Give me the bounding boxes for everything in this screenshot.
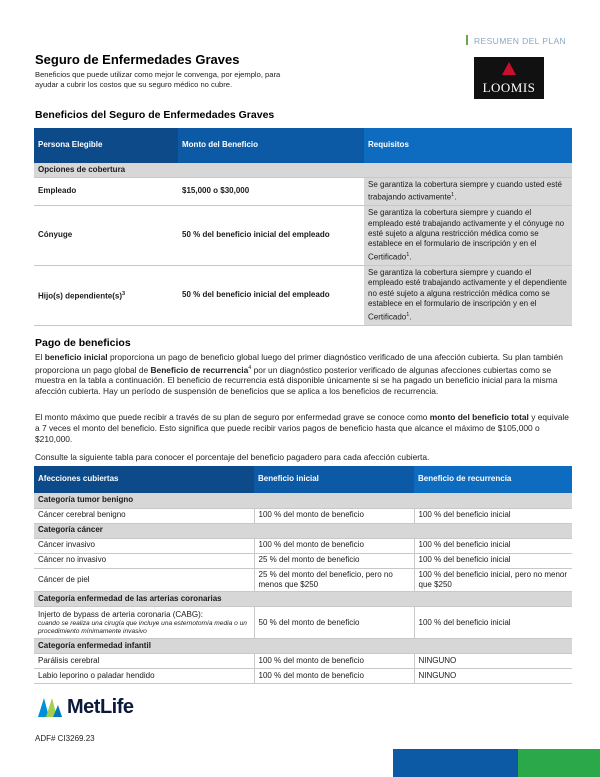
plan-summary-tag: RESUMEN DEL PLAN <box>466 35 566 46</box>
category-row <box>34 493 572 508</box>
initial-cell: 100 % del monto de beneficio <box>254 654 414 669</box>
condition-cell: Labio leporino o paladar hendido <box>34 669 254 684</box>
col-header-initial: Beneficio inicial <box>254 466 414 493</box>
table-row <box>34 669 572 684</box>
payment-paragraph-1: El beneficio inicial proporciona un pago de beneficio global luego del primer diagnóstico verificado de una afección cubierta. Su plan también proporciona un pago global de Beneficio de recurrencia$^4$ por un diagnóstico posterior verificado de algunas afecciones cubiertas como se muestra en la tabla a continuación. El beneficio de recurrencia está disponible únicamente si se ha pagado un beneficio inicial para la misma afección cubierta. Hay un período de suspensión de beneficios que se aplica a los beneficios de recurrencia. <box>35 352 563 397</box>
col-header-person: Persona Elegible <box>34 128 178 163</box>
initial-cell: 25 % del monto de beneficio <box>254 553 414 568</box>
col-header-amount: Monto del Beneficio <box>178 128 364 163</box>
footer-bar-blue <box>393 749 518 777</box>
category-row <box>34 592 572 607</box>
footer-bar-green <box>518 749 600 777</box>
initial-cell: 100 % del monto de beneficio <box>254 508 414 523</box>
requirements-cell: Se garantiza la cobertura siempre y cuando el empleado esté trabajando activamente y el dependiente no esté sujeto a alguna restricción médica como se establece en el formulario de inscripción y en el Certificado$^1$. <box>364 265 572 325</box>
category-label: Categoría enfermedad infantil <box>34 639 572 654</box>
recurrence-cell: 100 % del beneficio inicial <box>414 508 572 523</box>
condition-note: cuando se realiza una cirugía que incluye una esternotomía media o un procedimiento mínimamente invasivo <box>38 620 247 636</box>
table-header-row <box>34 466 572 493</box>
logo-text: LOOMIS <box>482 80 536 95</box>
table-row <box>34 568 572 592</box>
payment-section-title: Pago de beneficios <box>35 337 131 349</box>
category-row <box>34 163 572 177</box>
col-header-condition: Afecciones cubiertas <box>34 466 254 493</box>
condition-cell: Cáncer no invasivo <box>34 553 254 568</box>
condition-cell: Cáncer invasivo <box>34 538 254 553</box>
table-row <box>34 508 572 523</box>
metlife-mark-icon <box>37 695 63 719</box>
metlife-wordmark: MetLife <box>67 696 134 718</box>
col-header-recurrence: Beneficio de recurrencia <box>414 466 572 493</box>
table-row <box>34 553 572 568</box>
requirements-cell: Se garantiza la cobertura siempre y cuando el empleado esté trabajando activamente y el cónyuge no esté sujeto a alguna restricción médica como se establece en el formulario de inscripción y en el Certificado$^1$. <box>364 205 572 265</box>
table-row <box>34 205 572 265</box>
col-header-requirements: Requisitos <box>364 128 572 163</box>
intro-text: Beneficios que puede utilizar como mejor le convenga, por ejemplo, para ayudar a cubrir los costos que su seguro médico no cubre. <box>35 70 281 89</box>
table-row <box>34 177 572 205</box>
footer-bar-white <box>0 749 395 777</box>
table-row <box>34 538 572 553</box>
recurrence-cell: 100 % del beneficio inicial <box>414 538 572 553</box>
condition-cell: Parálisis cerebral <box>34 654 254 669</box>
table-header-row <box>34 128 572 163</box>
loomis-logo <box>474 57 544 99</box>
footer-color-bar <box>0 749 600 777</box>
benefits-section-title: Beneficios del Seguro de Enfermedades Graves <box>35 109 275 121</box>
table-row <box>34 654 572 669</box>
condition-cell: Cáncer cerebral benigno <box>34 508 254 523</box>
amount-cell: $15,000 o $30,000 <box>178 177 364 205</box>
table-row <box>34 265 572 325</box>
person-cell: Empleado <box>34 177 178 205</box>
category-label: Categoría enfermedad de las arterias coronarias <box>34 592 572 607</box>
amount-cell: 50 % del beneficio inicial del empleado <box>178 265 364 325</box>
recurrence-cell: NINGUNO <box>414 654 572 669</box>
payment-paragraph-2: El monto máximo que puede recibir a través de su plan de seguro por enfermedad grave se conoce como monto del beneficio total y equivale a 7 veces el monto del beneficio. Esto significa que puede recibir varios pagos de beneficio hasta que alcance el máximo de $105,000 o $210,000. <box>35 412 569 444</box>
person-cell: Cónyuge <box>34 205 178 265</box>
metlife-logo <box>37 695 134 719</box>
initial-cell: 100 % del monto de beneficio <box>254 538 414 553</box>
benefits-table <box>34 128 572 326</box>
recurrence-cell: NINGUNO <box>414 669 572 684</box>
person-cell: Hijo(s) $dependiente(s)^3$ <box>34 265 178 325</box>
initial-cell: 100 % del monto de beneficio <box>254 669 414 684</box>
category-row <box>34 639 572 654</box>
adf-code: ADF# CI3269.23 <box>35 734 95 743</box>
triangle-icon <box>501 61 517 77</box>
category-label: Categoría cáncer <box>34 523 572 538</box>
initial-cell: 25 % del monto del beneficio, pero no menos que $250 <box>254 568 414 592</box>
category-label: Categoría tumor benigno <box>34 493 572 508</box>
recurrence-cell: 100 % del beneficio inicial, pero no menor que $250 <box>414 568 572 592</box>
recurrence-cell: 100 % del beneficio inicial <box>414 553 572 568</box>
amount-cell: 50 % del beneficio inicial del empleado <box>178 205 364 265</box>
initial-cell: 50 % del monto de beneficio <box>254 607 414 639</box>
condition-cell: Cáncer de piel <box>34 568 254 592</box>
conditions-table <box>34 466 572 684</box>
table-row <box>34 607 572 639</box>
category-row <box>34 523 572 538</box>
payment-paragraph-3: Consulte la siguiente tabla para conocer el porcentaje del beneficio pagadero para cada afección cubierta. <box>35 452 430 462</box>
requirements-cell: Se garantiza la cobertura siempre y cuando usted esté trabajando activamente$^1$. <box>364 177 572 205</box>
accent-bar <box>466 35 468 45</box>
category-label: Opciones de cobertura <box>34 163 572 177</box>
condition-cell: Injerto de bypass de arteria coronaria (CABG): cuando se realiza una cirugía que incluye una esternotomía media o un procedimiento mínimamente invasivo <box>34 607 254 639</box>
recurrence-cell: 100 % del beneficio inicial <box>414 607 572 639</box>
page-title: Seguro de Enfermedades Graves <box>35 52 240 67</box>
